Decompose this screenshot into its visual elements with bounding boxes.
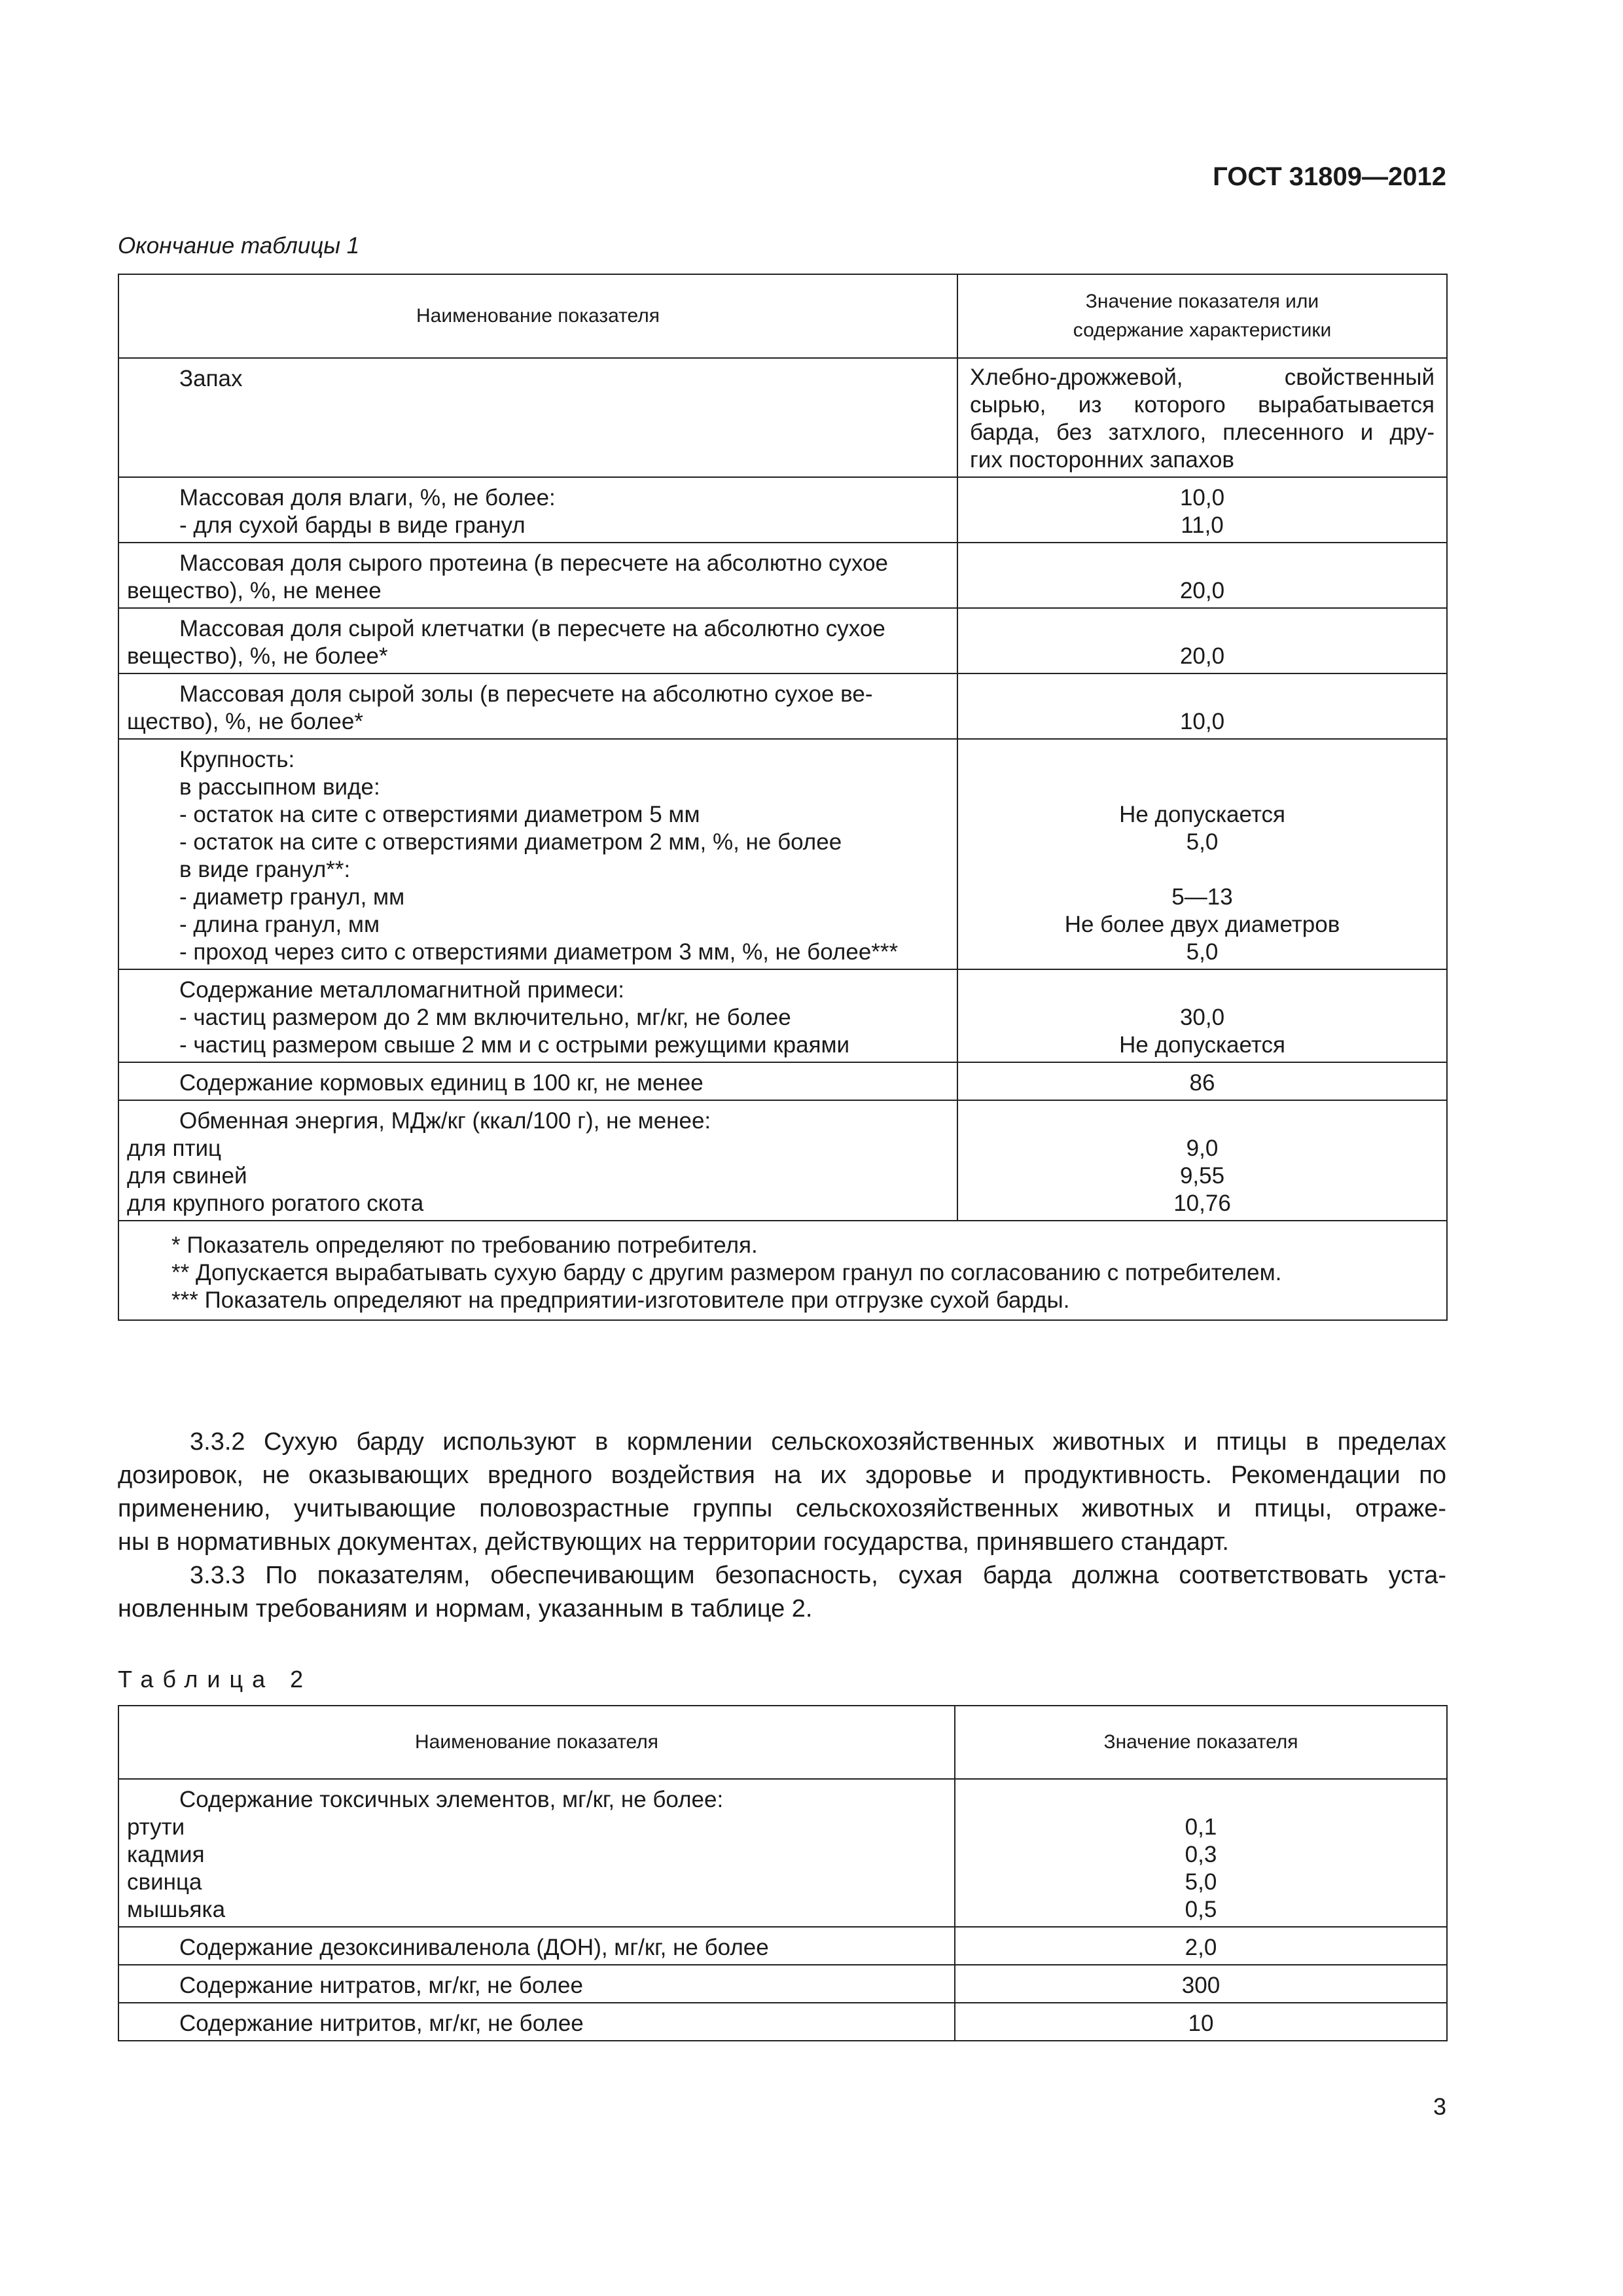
row-text: Обменная энергия, МДж/кг (ккал/100 г), не менее: [179, 1108, 711, 1134]
table1-cell-name [118, 358, 957, 477]
table1-header-name [118, 274, 957, 358]
paragraph-line: новленным требованиям и нормам, указанным в таблице 2. [118, 1595, 813, 1623]
table2-cell-name [118, 1965, 955, 2003]
row-value: 9,55 [1179, 1163, 1225, 1189]
row-text: - для сухой барды в виде гранул [179, 512, 526, 538]
row-value: 20,0 [1179, 643, 1225, 669]
table1-cell-value [957, 969, 1447, 1062]
row-value: 10,0 [1179, 709, 1225, 734]
row-text: - остаток на сите с отверстиями диаметром 5 мм [179, 802, 700, 827]
row-spacer [958, 856, 1446, 884]
row-text: Содержание кормовых единиц в 100 кг, не менее [179, 1070, 704, 1096]
row-text: - частиц размером до 2 мм включительно, мг/кг, не более [179, 1005, 791, 1030]
row-text: вещество), %, не менее [127, 578, 382, 603]
table2-body [118, 1706, 1447, 2041]
table1-row [118, 477, 1447, 543]
row-text: для свиней [127, 1163, 247, 1189]
table1-row [118, 608, 1447, 673]
table2-row [118, 1779, 1447, 1927]
row-text: Массовая доля сырого протеина (в пересчете на абсолютно сухое [179, 550, 889, 576]
row-value: гих посторонних запахов [970, 447, 1235, 473]
paragraph-line: применению, учитывающие половозрастные группы сельскохозяйственных животных и птицы, отраже- [118, 1495, 1446, 1522]
footnote: *** Показатель определяют на предприятии-изготовителе при отгрузке сухой барды. [171, 1287, 1070, 1313]
table2-label: Таблица 2 [118, 1666, 313, 1693]
table1-cell-name [118, 673, 957, 739]
row-value: 20,0 [1179, 578, 1225, 603]
paragraph-3-3-3 [118, 1559, 1446, 1626]
document-code: ГОСТ 31809—2012 [1213, 162, 1446, 191]
row-spacer [958, 977, 1446, 1004]
row-text: - длина гранул, мм [179, 912, 380, 937]
row-value: 9,0 [1186, 1136, 1219, 1161]
table2-header-row [118, 1706, 1447, 1779]
row-text: Массовая доля сырой клетчатки (в пересчете на абсолютно сухое [179, 616, 885, 641]
row-value: 10 [1188, 2011, 1214, 2036]
row-text: Содержание нитратов, мг/кг, не более [179, 1973, 583, 1998]
table1-row [118, 1100, 1447, 1221]
row-text: ртути [127, 1814, 185, 1840]
paragraph-line: 3.3.3 По показателям, обеспечивающим безопасность, сухая барда должна соответствовать уста- [190, 1562, 1446, 1589]
table2-cell-name [118, 2003, 955, 2041]
table1-row [118, 358, 1447, 477]
table1-cell-value [957, 543, 1447, 608]
table1-row [118, 969, 1447, 1062]
row-value: 30,0 [1179, 1005, 1225, 1030]
row-text: в рассыпном виде: [179, 774, 380, 800]
table2-header-value: Значение показателя [955, 1706, 1447, 1779]
row-text: вещество), %, не более* [127, 643, 388, 669]
table1-cell-value [957, 608, 1447, 673]
table2-cell-name [118, 1779, 955, 1927]
row-value: 300 [1181, 1973, 1221, 1998]
row-value: сырью, из которого вырабатывается [970, 392, 1435, 418]
table1-row [118, 739, 1447, 969]
header-text: Значение показателя или [1085, 291, 1319, 312]
table2-row [118, 1927, 1447, 1965]
row-text: Запах [179, 366, 243, 391]
table1-notes [118, 1221, 1447, 1320]
row-spacer [958, 681, 1446, 708]
row-text: кадмия [127, 1842, 205, 1867]
row-value: 5—13 [1171, 884, 1233, 910]
header-text: Наименование показателя [416, 305, 660, 327]
table1-cell-value [957, 739, 1447, 969]
table1-cell-value [957, 358, 1447, 477]
row-spacer [958, 550, 1446, 577]
row-value: 11,0 [1181, 512, 1224, 538]
footnote: * Показатель определяют по требованию потребителя. [171, 1232, 758, 1258]
paragraph-line: дозировок, не оказывающих вредного воздействия на их здоровье и продуктивность. Рекомендации по [118, 1462, 1446, 1489]
row-spacer [958, 774, 1446, 801]
table1-row [118, 673, 1447, 739]
row-value: 0,5 [1185, 1897, 1217, 1922]
row-text: щество), %, не более* [127, 709, 363, 734]
paragraph-line: ны в нормативных документах, действующих на территории государства, принявшего стандарт. [118, 1528, 1229, 1556]
paragraph-line: 3.3.2 Сухую барду используют в кормлении сельскохозяйственных животных и птицы в пределах [190, 1428, 1446, 1456]
table1 [118, 274, 1448, 1321]
row-spacer [955, 1786, 1446, 1814]
page-number: 3 [1433, 2093, 1446, 2120]
row-text: свинца [127, 1869, 202, 1895]
table2-cell-value [955, 1779, 1447, 1927]
row-text: мышьяка [127, 1897, 226, 1922]
row-text: для птиц [127, 1136, 222, 1161]
row-value: Не допускается [1119, 802, 1285, 827]
table1-cell-name [118, 477, 957, 543]
row-value: 5,0 [1186, 829, 1219, 855]
table1-cell-value [957, 1062, 1447, 1100]
table1-cell-name [118, 739, 957, 969]
table1-header-row [118, 274, 1447, 358]
table1-cell-name [118, 969, 957, 1062]
table1-cell-value [957, 1100, 1447, 1221]
row-spacer [958, 746, 1446, 774]
table2-cell-value [955, 1965, 1447, 2003]
table1-cell-name [118, 1100, 957, 1221]
row-text: - диаметр гранул, мм [179, 884, 405, 910]
row-text: Крупность: [179, 747, 295, 772]
row-value: 0,3 [1185, 1842, 1217, 1867]
footnote: ** Допускается вырабатывать сухую барду с другим размером гранул по согласованию с потребителем. [171, 1260, 1282, 1285]
table2-cell-value [955, 1927, 1447, 1965]
table1-cell-value [957, 477, 1447, 543]
row-text: - остаток на сите с отверстиями диаметром 2 мм, %, не более [179, 829, 842, 855]
row-value: барда, без затхлого, плесенного и дру- [970, 420, 1435, 445]
row-spacer [958, 615, 1446, 643]
row-value: 2,0 [1185, 1935, 1217, 1960]
table2-row [118, 1965, 1447, 2003]
table2-row [118, 2003, 1447, 2041]
row-text: - частиц размером свыше 2 мм и с острыми режущими краями [179, 1032, 850, 1058]
table2-cell-name [118, 1927, 955, 1965]
table2-cell-value [955, 2003, 1447, 2041]
table1-cell-value [957, 673, 1447, 739]
row-value: 0,1 [1185, 1814, 1217, 1840]
row-text: для крупного рогатого скота [127, 1191, 424, 1216]
row-text: в виде гранул**: [179, 857, 351, 882]
row-text: Массовая доля влаги, %, не более: [179, 485, 556, 511]
row-text: Содержание металломагнитной примеси: [179, 977, 624, 1003]
table1-row [118, 1062, 1447, 1100]
row-value: Не более двух диаметров [1064, 912, 1340, 937]
table1-cell-name [118, 608, 957, 673]
row-text: Содержание нитритов, мг/кг, не более [179, 2011, 584, 2036]
table1-notes-row [118, 1221, 1447, 1320]
header-text: содержание характеристики [1073, 319, 1332, 341]
table1-cell-name [118, 543, 957, 608]
table1-caption: Окончание таблицы 1 [118, 233, 360, 259]
table1-body [118, 274, 1447, 1320]
table2-header-name: Наименование показателя [118, 1706, 955, 1779]
row-value: 5,0 [1186, 939, 1219, 965]
row-spacer [958, 1107, 1446, 1135]
table1-cell-name [118, 1062, 957, 1100]
row-text: Массовая доля сырой золы (в пересчете на абсолютно сухое ве- [179, 681, 873, 707]
row-value: 86 [1189, 1070, 1215, 1096]
table1-header-value [957, 274, 1447, 358]
row-text: - проход через сито с отверстиями диаметром 3 мм, %, не более*** [179, 939, 899, 965]
row-text: Содержание токсичных элементов, мг/кг, не более: [179, 1787, 724, 1812]
table1-row [118, 543, 1447, 608]
paragraph-3-3-2 [118, 1426, 1446, 1559]
table2 [118, 1705, 1448, 2041]
row-value: Не допускается [1119, 1032, 1285, 1058]
row-value: Хлебно-дрожжевой, свойственный [970, 365, 1435, 390]
row-value: 10,0 [1179, 485, 1225, 511]
row-value: 10,76 [1173, 1191, 1231, 1216]
row-text: Содержание дезоксиниваленола (ДОН), мг/кг, не более [179, 1935, 769, 1960]
row-value: 5,0 [1185, 1869, 1217, 1895]
